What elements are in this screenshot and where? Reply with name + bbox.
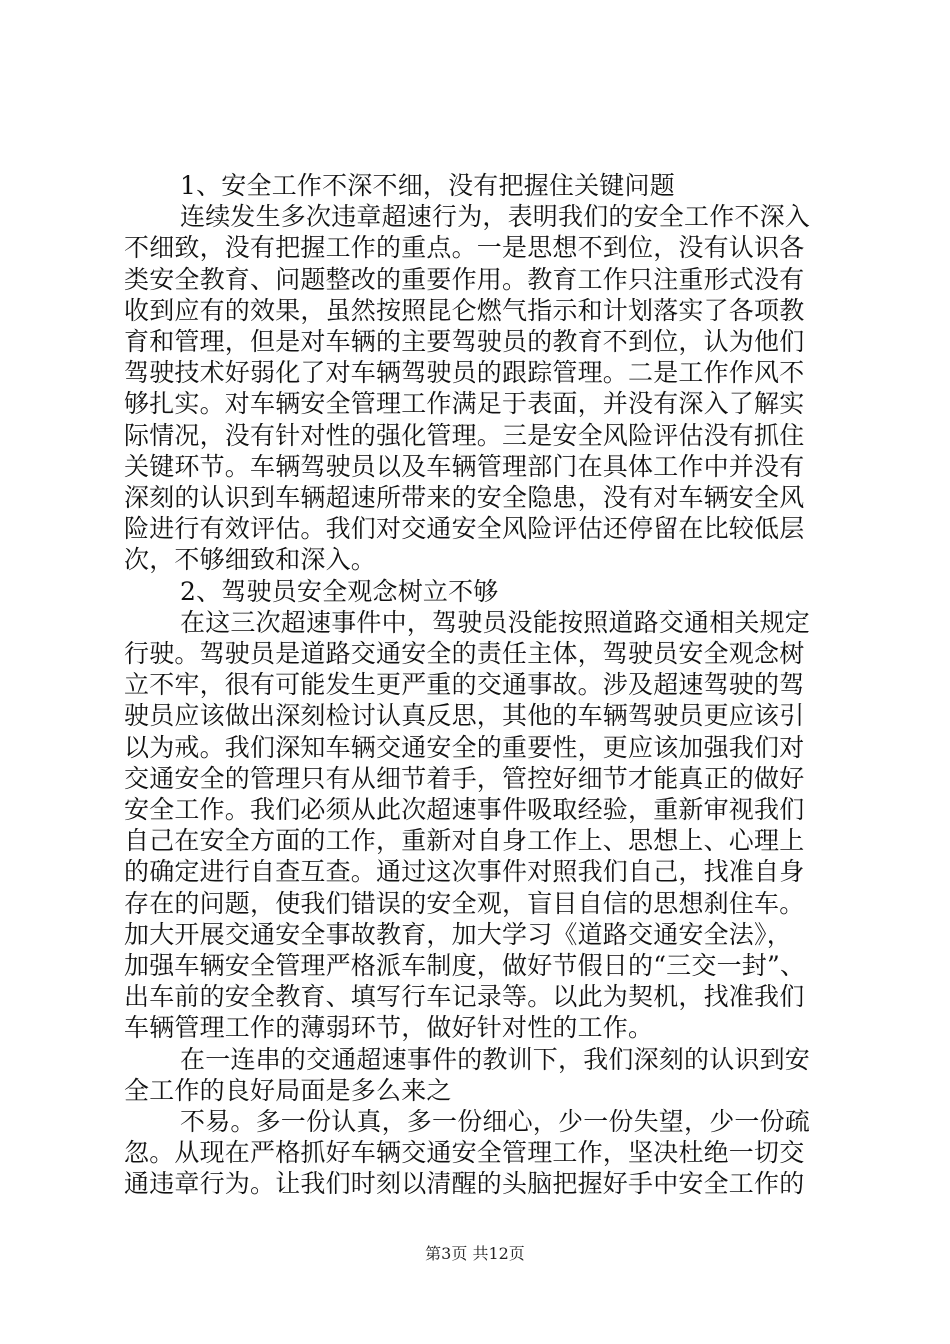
paragraph-line: 行驶。驾驶员是道路交通安全的责任主体，驾驶员安全观念树 <box>124 639 805 668</box>
paragraph-line: 立不牢，很有可能发生更严重的交通事故。涉及超速驾驶的驾 <box>124 670 805 699</box>
heading-2: 2、驾驶员安全观念树立不够 <box>180 577 499 606</box>
paragraph-line: 忽。从现在严格抓好车辆交通安全管理工作，坚决杜绝一切交 <box>124 1138 805 1167</box>
paragraph-line: 够扎实。对车辆安全管理工作满足于表面，并没有深入了解实 <box>124 389 805 418</box>
paragraph-line: 不易。多一份认真，多一份细心，少一份失望，少一份疏 <box>180 1107 811 1136</box>
paragraph-line: 次，不够细致和深入。 <box>124 545 377 574</box>
paragraph-line: 加大开展交通安全事故教育，加大学习《道路交通安全法》， <box>124 920 792 949</box>
paragraph-line: 关键环节。车辆驾驶员以及车辆管理部门在具体工作中并没有 <box>124 452 805 481</box>
paragraph-line: 出车前的安全教育、填写行车记录等。以此为契机，找准我们 <box>124 982 805 1011</box>
paragraph-line: 驾驶技术好弱化了对车辆驾驶员的跟踪管理。二是工作作风不 <box>124 358 805 387</box>
paragraph-line: 以为戒。我们深知车辆交通安全的重要性，更应该加强我们对 <box>124 733 805 762</box>
paragraph-line: 收到应有的效果，虽然按照昆仑燃气指示和计划落实了各项教 <box>124 296 805 325</box>
paragraph-line: 车辆管理工作的薄弱环节，做好针对性的工作。 <box>124 1013 654 1042</box>
paragraph-line: 安全工作。我们必须从此次超速事件吸取经验，重新审视我们 <box>124 795 805 824</box>
paragraph-line: 全工作的良好局面是多么来之 <box>124 1076 452 1105</box>
paragraph-line: 加强车辆安全管理严格派车制度，做好节假日的“三交一封”、 <box>124 951 806 980</box>
paragraph-line: 通违章行为。让我们时刻以清醒的头脑把握好手中安全工作的 <box>124 1169 805 1198</box>
paragraph-line: 类安全教育、问题整改的重要作用。教育工作只注重形式没有 <box>124 265 805 294</box>
paragraph-line: 不细致，没有把握工作的重点。一是思想不到位，没有认识各 <box>124 233 805 262</box>
paragraph-line: 际情况，没有针对性的强化管理。三是安全风险评估没有抓住 <box>124 421 805 450</box>
paragraph-line: 育和管理，但是对车辆的主要驾驶员的教育不到位，认为他们 <box>124 327 805 356</box>
page-number: 第3页 共12页 <box>425 1244 525 1263</box>
paragraph-line: 的确定进行自查互查。通过这次事件对照我们自己，找准自身 <box>124 857 805 886</box>
paragraph-line: 深刻的认识到车辆超速所带来的安全隐患，没有对车辆安全风 <box>124 483 805 512</box>
paragraph-line: 在一连串的交通超速事件的教训下，我们深刻的认识到安 <box>180 1045 811 1074</box>
paragraph-line: 险进行有效评估。我们对交通安全风险评估还停留在比较低层 <box>124 514 805 543</box>
paragraph-line: 存在的问题，使我们错误的安全观，盲目自信的思想刹住车。 <box>124 889 805 918</box>
heading-1: 1、安全工作不深不细，没有把握住关键问题 <box>180 171 675 200</box>
paragraph-line: 自己在安全方面的工作，重新对自身工作上、思想上、心理上 <box>124 826 805 855</box>
paragraph-line: 驶员应该做出深刻检讨认真反思，其他的车辆驾驶员更应该引 <box>124 701 805 730</box>
paragraph-line: 在这三次超速事件中，驾驶员没能按照道路交通相关规定 <box>180 608 811 637</box>
paragraph-line: 交通安全的管理只有从细节着手，管控好细节才能真正的做好 <box>124 764 805 793</box>
paragraph-line: 连续发生多次违章超速行为，表明我们的安全工作不深入 <box>180 202 811 231</box>
